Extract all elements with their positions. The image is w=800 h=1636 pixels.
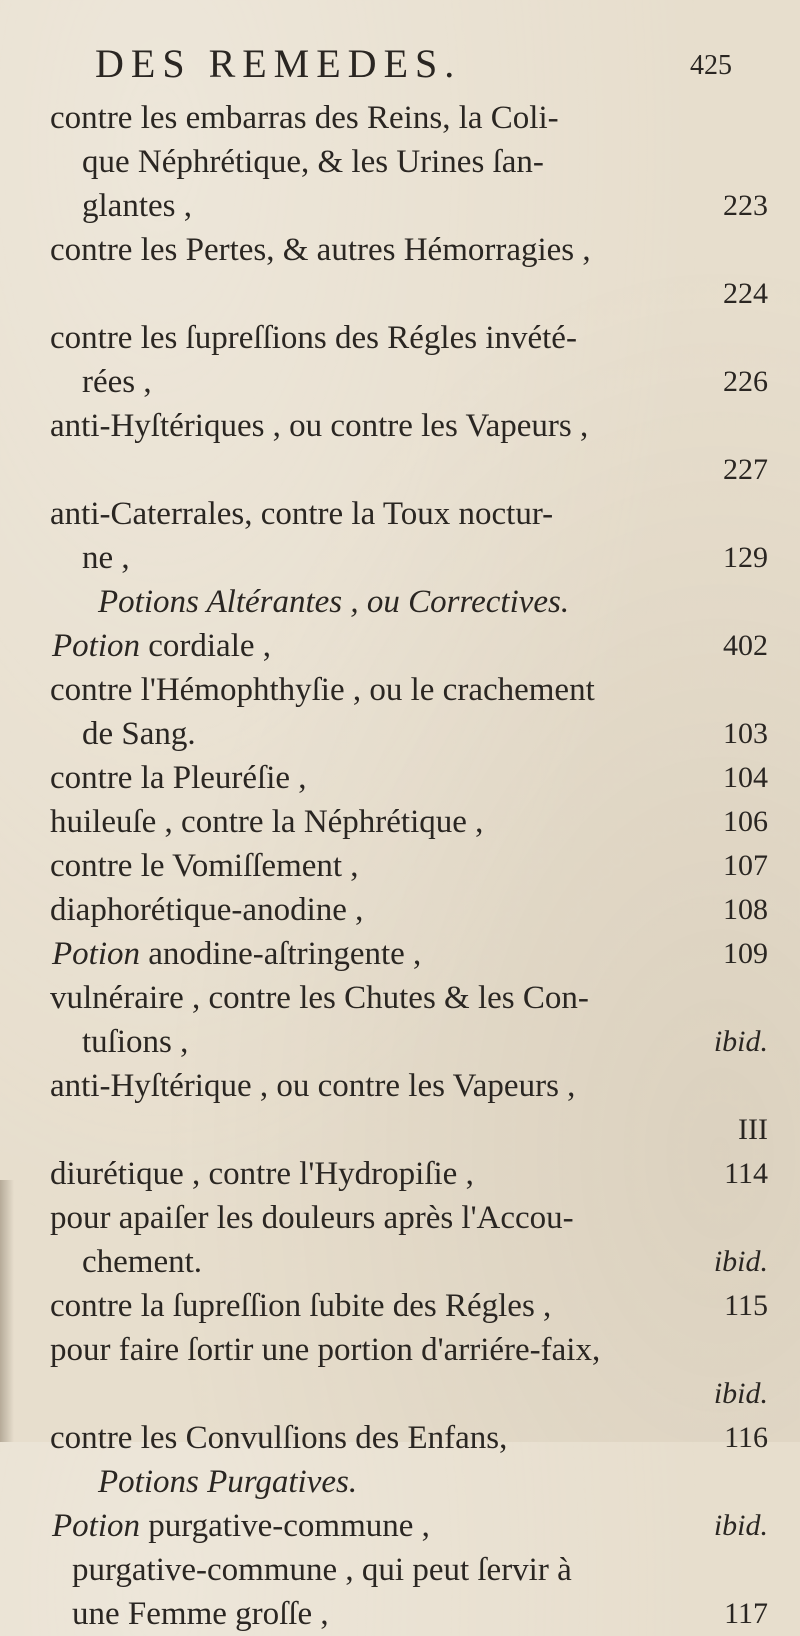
entry-text: contre les Convulſions des Enfans, [50,1420,508,1456]
list-item [0,712,800,756]
entry-text: vulnéraire , contre les Chutes & les Con- [50,980,589,1016]
list-item [0,932,800,976]
potion-word: Potion [52,936,140,972]
entry-text: Potion cordiale , [52,628,272,664]
entry-text: contre la Pleuréſie , [50,760,307,796]
entry-page-ref: 116 [724,1421,768,1454]
section-heading-text: Potions Altérantes , ou Correctives. [98,584,570,620]
list-item [0,184,800,228]
entry-text: rées , [82,364,152,400]
list-item [0,624,800,668]
list-item [0,272,800,316]
page-number: 425 [690,50,732,81]
section-heading [0,1460,800,1504]
entry-text: chement. [82,1244,203,1280]
list-item [0,96,800,140]
entry-text: Potion anodine-aſtringente , [52,936,422,972]
list-item [0,1592,800,1636]
entry-page-ref: ibid. [713,1509,768,1542]
list-item [0,800,800,844]
entry-page-ref: 227 [723,453,768,486]
entry-page-ref: 223 [723,189,768,222]
list-item [0,1196,800,1240]
list-item [0,1064,800,1108]
entry-page-ref: 107 [723,849,768,882]
list-item [0,668,800,712]
potion-word: Potion [52,1508,140,1544]
entry-text: pour apaiſer les douleurs après l'Accou- [50,1200,574,1236]
section-heading [0,580,800,624]
entry-page-ref: 104 [723,761,768,794]
list-item [0,404,800,448]
table-of-remedies [0,96,800,1636]
list-item [0,316,800,360]
entry-page-ref: 114 [724,1157,768,1190]
entry-text: ne , [82,540,130,576]
list-item [0,228,800,272]
entry-page-ref: 109 [723,937,768,970]
list-item [0,844,800,888]
entry-text: Potion purgative-commune , [52,1508,430,1544]
entry-text: huileuſe , contre la Néphrétique , [50,804,484,840]
entry-page-ref: 103 [723,717,768,750]
entry-page-ref: 117 [724,1597,768,1630]
list-item [0,1372,800,1416]
entry-text: contre la ſupreſſion ſubite des Régles , [50,1288,552,1324]
list-item [0,492,800,536]
entry-page-ref: ibid. [713,1377,768,1410]
entry-text: contre le Vomiſſement , [50,848,359,884]
entry-page-ref: 106 [723,805,768,838]
list-item [0,756,800,800]
list-item [0,1504,800,1548]
potion-word: Potion [52,628,140,664]
entry-page-ref: III [738,1113,768,1146]
list-item [0,1284,800,1328]
entry-text: glantes , [82,188,192,224]
entry-page-ref: ibid. [713,1245,768,1278]
list-item [0,976,800,1020]
list-item [0,888,800,932]
list-item [0,1548,800,1592]
entry-text: contre les ſupreſſions des Régles invété- [50,320,577,356]
list-item [0,1416,800,1460]
entry-text: de Sang. [82,716,196,752]
entry-text: anti-Caterrales, contre la Toux noctur- [50,496,554,532]
entry-page-ref: 402 [723,629,768,662]
list-item [0,1328,800,1372]
list-item [0,1240,800,1284]
list-item [0,140,800,184]
list-item [0,448,800,492]
entry-text: pour faire ſortir une portion d'arriére-faix, [50,1332,601,1368]
entry-text: contre les embarras des Reins, la Coli- [50,100,559,136]
entry-text: diaphorétique-anodine , [50,892,364,928]
entry-page-ref: 108 [723,893,768,926]
entry-page-ref: 115 [724,1289,768,1322]
entry-text: contre les Pertes, & autres Hémorragies , [50,232,591,268]
list-item [0,1152,800,1196]
entry-page-ref: 224 [723,277,768,310]
list-item [0,1020,800,1064]
running-head: DES REMEDES. [95,41,462,86]
entry-text: contre l'Hémophthyſie , ou le crachement [50,672,595,708]
entry-page-ref: ibid. [713,1025,768,1058]
page-edge-shadow [0,1180,14,1442]
entry-text: purgative-commune , qui peut ſervir à [72,1552,572,1588]
entry-text: diurétique , contre l'Hydropiſie , [50,1156,474,1192]
entry-text: anti-Hyſtérique , ou contre les Vapeurs , [50,1068,576,1104]
section-heading-text: Potions Purgatives. [98,1464,358,1500]
page-header [0,40,800,96]
entry-text: anti-Hyſtériques , ou contre les Vapeurs , [50,408,589,444]
list-item [0,536,800,580]
list-item [0,1108,800,1152]
entry-page-ref: 226 [723,365,768,398]
entry-text: tuſions , [82,1024,189,1060]
entry-page-ref: 129 [723,541,768,574]
entry-text: que Néphrétique, & les Urines ſan- [82,144,544,180]
list-item [0,360,800,404]
entry-text: une Femme groſſe , [72,1596,329,1632]
